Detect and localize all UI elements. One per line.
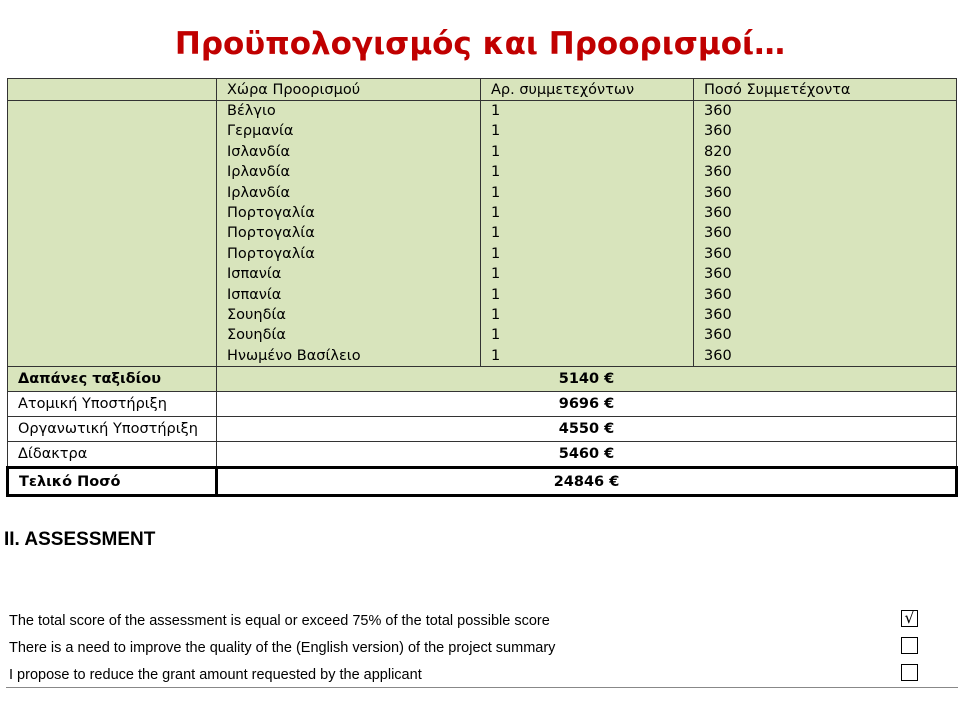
amount-cell: 360 (694, 223, 957, 243)
summary-row (8, 367, 957, 392)
table-row (8, 223, 957, 243)
table-row (8, 264, 957, 284)
participants-cell: 1 (481, 121, 694, 141)
checklist-label: I propose to reduce the grant amount requested by the applicant (9, 667, 422, 683)
summary-label: Δίδακτρα (8, 442, 217, 468)
final-total-row (8, 468, 957, 496)
amount-cell: 360 (694, 203, 957, 223)
table-row (8, 183, 957, 203)
header-country: Χώρα Προορισμού (217, 79, 481, 101)
checklist-label: The total score of the assessment is equal or exceed 75% of the total possible score (9, 613, 550, 629)
assessment-checklist (0, 610, 960, 691)
participants-cell: 1 (481, 244, 694, 264)
row-spacer-cell (8, 101, 217, 122)
row-spacer-cell (8, 244, 217, 264)
participants-cell: 1 (481, 142, 694, 162)
amount-cell: 360 (694, 264, 957, 284)
table-row (8, 162, 957, 182)
summary-value: 4550 € (217, 417, 957, 442)
final-total-value: 24846 € (217, 468, 957, 496)
summary-label: Δαπάνες ταξιδίου (8, 367, 217, 392)
country-cell: Γερμανία (217, 121, 481, 141)
row-spacer-cell (8, 203, 217, 223)
checklist-item (0, 610, 960, 637)
header-amount: Ποσό Συμμετέχοντα (694, 79, 957, 101)
checkbox[interactable] (901, 637, 918, 654)
table-row (8, 121, 957, 141)
section-title: II. ASSESSMENT (4, 529, 156, 550)
participants-cell: 1 (481, 346, 694, 367)
checkbox[interactable] (901, 664, 918, 681)
page-title: Προϋπολογισμός και Προορισμοί… (174, 26, 786, 62)
row-spacer-cell (8, 305, 217, 325)
country-cell: Σουηδία (217, 325, 481, 345)
row-spacer-cell (8, 285, 217, 305)
row-spacer-cell (8, 223, 217, 243)
amount-cell: 360 (694, 346, 957, 367)
checklist-item (0, 637, 960, 664)
row-spacer-cell (8, 121, 217, 141)
participants-cell: 1 (481, 223, 694, 243)
country-cell: Ισπανία (217, 285, 481, 305)
table-row (8, 285, 957, 305)
summary-row (8, 392, 957, 417)
participants-cell: 1 (481, 203, 694, 223)
summary-label: Ατομική Υποστήριξη (8, 392, 217, 417)
row-spacer-cell (8, 142, 217, 162)
country-cell: Ηνωμένο Βασίλειο (217, 346, 481, 367)
row-spacer-cell (8, 162, 217, 182)
participants-cell: 1 (481, 101, 694, 122)
row-spacer-cell (8, 183, 217, 203)
divider (6, 687, 958, 688)
summary-row (8, 417, 957, 442)
summary-value: 9696 € (217, 392, 957, 417)
header-cell (8, 79, 217, 101)
country-cell: Βέλγιο (217, 101, 481, 122)
country-cell: Πορτογαλία (217, 223, 481, 243)
table-row (8, 203, 957, 223)
table-header-row (8, 79, 957, 101)
summary-label: Οργανωτική Υποστήριξη (8, 417, 217, 442)
summary-row (8, 442, 957, 468)
amount-cell: 360 (694, 121, 957, 141)
participants-cell: 1 (481, 264, 694, 284)
amount-cell: 820 (694, 142, 957, 162)
row-spacer-cell (8, 346, 217, 367)
country-cell: Σουηδία (217, 305, 481, 325)
table-row (8, 305, 957, 325)
country-cell: Πορτογαλία (217, 244, 481, 264)
participants-cell: 1 (481, 162, 694, 182)
amount-cell: 360 (694, 285, 957, 305)
amount-cell: 360 (694, 325, 957, 345)
table-row (8, 142, 957, 162)
amount-cell: 360 (694, 183, 957, 203)
final-total-label: Τελικό Ποσό (8, 468, 217, 496)
checkbox[interactable]: √ (901, 610, 918, 627)
table-row (8, 101, 957, 122)
checklist-label: There is a need to improve the quality of the (English version) of the project summary (9, 640, 556, 656)
amount-cell: 360 (694, 305, 957, 325)
amount-cell: 360 (694, 162, 957, 182)
country-cell: Ιρλανδία (217, 183, 481, 203)
row-spacer-cell (8, 325, 217, 345)
header-participants: Αρ. συμμετεχόντων (481, 79, 694, 101)
participants-cell: 1 (481, 305, 694, 325)
country-cell: Ισλανδία (217, 142, 481, 162)
country-cell: Ιρλανδία (217, 162, 481, 182)
table-row (8, 244, 957, 264)
country-cell: Πορτογαλία (217, 203, 481, 223)
row-spacer-cell (8, 264, 217, 284)
summary-value: 5460 € (217, 442, 957, 468)
participants-cell: 1 (481, 325, 694, 345)
participants-cell: 1 (481, 183, 694, 203)
participants-cell: 1 (481, 285, 694, 305)
table-row (8, 346, 957, 367)
amount-cell: 360 (694, 244, 957, 264)
table-row (8, 325, 957, 345)
budget-table (6, 78, 958, 497)
amount-cell: 360 (694, 101, 957, 122)
summary-value: 5140 € (217, 367, 957, 392)
country-cell: Ισπανία (217, 264, 481, 284)
